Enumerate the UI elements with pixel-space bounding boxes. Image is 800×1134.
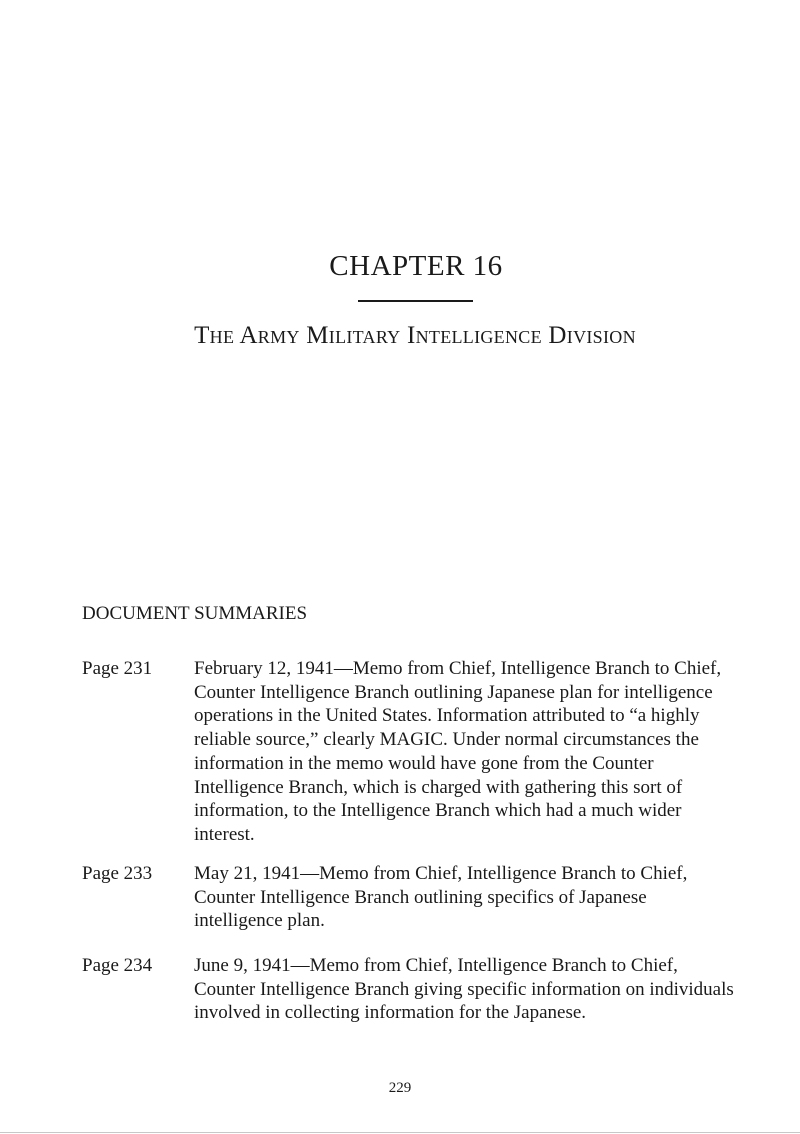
document-summary-item xyxy=(82,954,742,1025)
summary-page-reference: Page 231 xyxy=(82,658,153,679)
page-bottom-edge xyxy=(0,1132,800,1133)
summary-description: June 9, 1941—Memo from Chief, Intelligence Branch to Chief, Counter Intelligence Branch giving specific information on individuals involved in collecting information for the Japanese. xyxy=(194,955,734,1024)
summary-description: May 21, 1941—Memo from Chief, Intelligence Branch to Chief, Counter Intelligence Branch outlining specifics of Japanese intelligence plan. xyxy=(194,863,688,932)
chapter-title: The Army Military Intelligence Division xyxy=(194,322,636,349)
section-heading: DOCUMENT SUMMARIES xyxy=(82,603,308,624)
chapter-heading: CHAPTER 16 xyxy=(329,250,503,282)
document-summary-item xyxy=(82,657,742,847)
summary-page-reference: Page 233 xyxy=(82,863,153,884)
summary-description: February 12, 1941—Memo from Chief, Intelligence Branch to Chief, Counter Intelligence Branch outlining Japanese plan for intelligence operations in the United States. Information attributed to “a highly reliable source,” clearly MAGIC. Under normal circumstances the information in the memo would have gone from the Counter Intelligence Branch, which is charged with gathering this sort of information, to the Intelligence Branch which had a much wider interest. xyxy=(194,658,722,845)
chapter-divider-rule xyxy=(358,300,473,302)
document-summary-item xyxy=(82,862,742,933)
summary-page-reference: Page 234 xyxy=(82,955,153,976)
page-number: 229 xyxy=(388,1080,412,1096)
